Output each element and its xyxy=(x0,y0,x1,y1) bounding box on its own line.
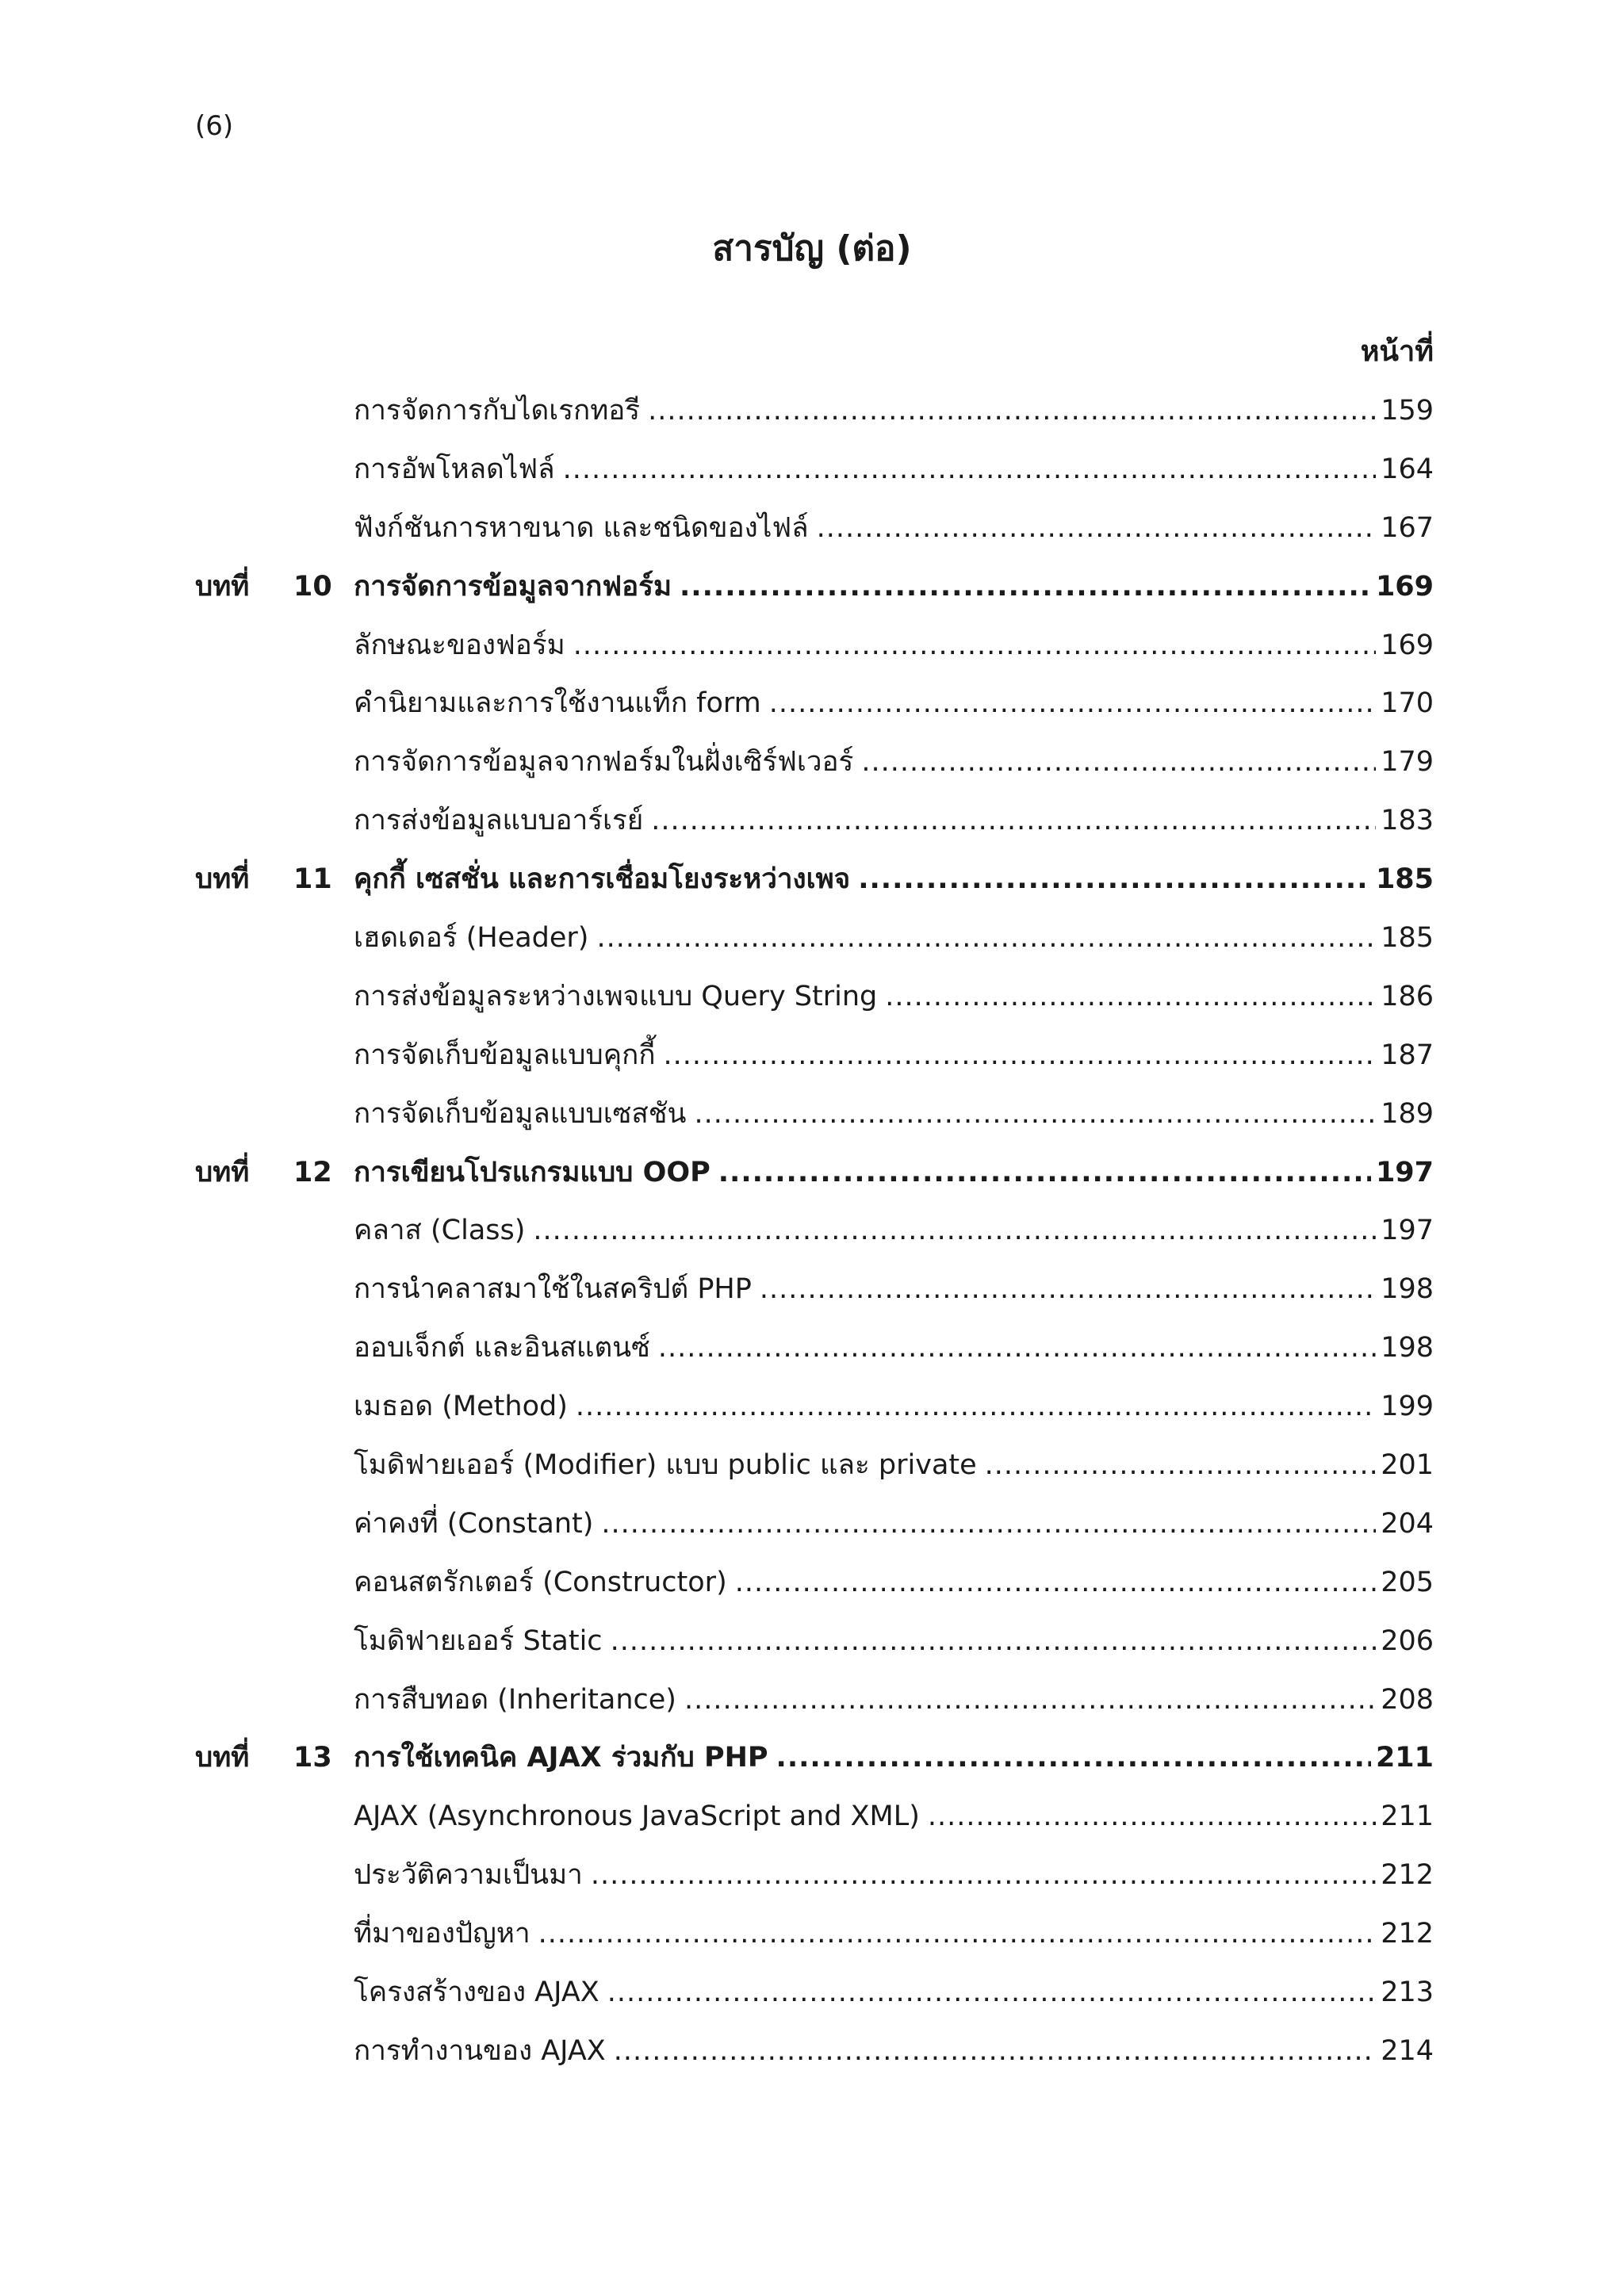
toc-section-row[interactable] xyxy=(195,1384,1434,1443)
toc-entry xyxy=(354,623,1434,668)
dot-leader xyxy=(664,1033,1377,1077)
toc-entry-page: 213 xyxy=(1381,1976,1434,2009)
toc-entry xyxy=(354,1208,1434,1253)
toc-entry-page: 187 xyxy=(1381,1039,1434,1071)
chapter-label: บทที่ xyxy=(195,1156,250,1188)
toc-entry xyxy=(354,1384,1434,1429)
toc-section-row[interactable] xyxy=(195,1443,1434,1502)
toc-entry-title: คำนิยามและการใช้งานแท็ก form xyxy=(354,687,761,720)
toc-entry-title: การจัดการข้อมูลจากฟอร์มในฝั่งเซิร์ฟเวอร์ xyxy=(354,746,854,779)
toc-entry xyxy=(354,1326,1434,1370)
toc-entry-page: 185 xyxy=(1375,863,1434,896)
toc-entry-page: 167 xyxy=(1381,511,1434,544)
toc-entry-title: ฟังก์ชันการหาขนาด และชนิดของไฟล์ xyxy=(354,511,809,544)
dot-leader xyxy=(651,798,1376,843)
toc-entry xyxy=(354,1443,1434,1487)
toc-entry xyxy=(354,1267,1434,1311)
chapter-number: 12 xyxy=(293,1156,332,1188)
toc-entry-title: คลาส (Class) xyxy=(354,1215,526,1247)
toc-entry-title: ประวัติความเป็นมา xyxy=(354,1859,583,1892)
toc-section-row[interactable] xyxy=(195,974,1434,1033)
toc-entry-page: 170 xyxy=(1381,687,1434,720)
dot-leader xyxy=(614,2029,1376,2073)
toc-entry xyxy=(354,1794,1434,1839)
toc-entry xyxy=(354,564,1434,609)
toc-entry-page: 205 xyxy=(1381,1566,1434,1598)
toc-section-row[interactable] xyxy=(195,447,1434,506)
toc-entry xyxy=(354,1033,1434,1077)
toc-entry-page: 199 xyxy=(1381,1391,1434,1423)
toc-section-row[interactable] xyxy=(195,740,1434,798)
toc-entry xyxy=(354,388,1434,433)
toc-entry-title: การนำคลาสมาใช้ในสคริปต์ PHP xyxy=(354,1273,752,1306)
chapter-label: บทที่ xyxy=(195,863,250,896)
dot-leader xyxy=(694,1092,1376,1136)
toc-chapter-row[interactable] xyxy=(195,857,1434,916)
toc-entry-title: เฮดเดอร์ (Header) xyxy=(354,922,589,955)
toc-section-row[interactable] xyxy=(195,1911,1434,1970)
chapter-number: 11 xyxy=(293,863,332,896)
toc-entry-page: 159 xyxy=(1381,395,1434,427)
toc-entry xyxy=(354,1560,1434,1605)
toc-entry xyxy=(354,1678,1434,1722)
toc-entry-page: 211 xyxy=(1375,1742,1434,1774)
dot-leader xyxy=(858,857,1371,901)
dot-leader xyxy=(718,1150,1371,1195)
toc-entry-page: 197 xyxy=(1381,1215,1434,1247)
toc-entry-title: การทำงานของ AJAX xyxy=(354,2034,606,2067)
dot-leader xyxy=(611,1619,1377,1663)
toc-entry-title: ที่มาของปัญหา xyxy=(354,1918,530,1950)
toc-entry xyxy=(354,974,1434,1019)
toc-entry-page: 211 xyxy=(1381,1800,1434,1833)
toc-entry-title: โมดิฟายเออร์ Static xyxy=(354,1624,603,1657)
toc-section-row[interactable] xyxy=(195,1502,1434,1560)
toc-entry-page: 208 xyxy=(1381,1683,1434,1716)
dot-leader xyxy=(928,1794,1376,1839)
toc-entry-title: การจัดการกับไดเรกทอรี xyxy=(354,395,641,427)
toc-entry-page: 212 xyxy=(1381,1859,1434,1892)
toc-section-row[interactable] xyxy=(195,681,1434,740)
dot-leader xyxy=(885,974,1376,1019)
toc-section-row[interactable] xyxy=(195,1619,1434,1678)
dot-leader xyxy=(573,623,1377,668)
toc-section-row[interactable] xyxy=(195,798,1434,857)
chapter-label: บทที่ xyxy=(195,1742,250,1774)
dot-leader xyxy=(563,447,1377,492)
toc-entry xyxy=(354,506,1434,550)
dot-leader xyxy=(861,740,1376,784)
toc-entry xyxy=(354,1150,1434,1195)
toc-entry-title: โครงสร้างของ AJAX xyxy=(354,1976,599,2009)
toc-section-row[interactable] xyxy=(195,623,1434,682)
toc-entry xyxy=(354,1092,1434,1136)
toc-section-row[interactable] xyxy=(195,388,1434,447)
toc-chapter-row[interactable] xyxy=(195,564,1434,623)
dot-leader xyxy=(680,564,1371,609)
toc-entry xyxy=(354,1853,1434,1897)
dot-leader xyxy=(533,1208,1376,1253)
toc-entry-page: 198 xyxy=(1381,1332,1434,1364)
toc-section-row[interactable] xyxy=(195,916,1434,974)
toc-entry-title: เมธอด (Method) xyxy=(354,1391,568,1423)
dot-leader xyxy=(760,1267,1376,1311)
dot-leader xyxy=(576,1384,1376,1429)
toc-section-row[interactable] xyxy=(195,1678,1434,1736)
toc-entry-page: 186 xyxy=(1381,980,1434,1012)
dot-leader xyxy=(607,1970,1376,2015)
toc-entry-title: การจัดเก็บข้อมูลแบบเซสชัน xyxy=(354,1097,687,1130)
toc-entry-title: การใช้เทคนิค AJAX ร่วมกับ PHP xyxy=(354,1742,768,1774)
toc-entry-title: การส่งข้อมูลระหว่างเพจแบบ Query String xyxy=(354,980,878,1012)
toc-entry-page: 169 xyxy=(1375,570,1434,603)
dot-leader xyxy=(591,1853,1376,1897)
toc-entry xyxy=(354,1619,1434,1663)
dot-leader xyxy=(648,388,1376,433)
page-title: สารบัญ (ต่อ) xyxy=(712,228,912,269)
toc-section-row[interactable] xyxy=(195,2029,1434,2087)
toc-entry-title: การเขียนโปรแกรมแบบ OOP xyxy=(354,1156,710,1188)
chapter-number: 13 xyxy=(293,1742,332,1774)
page-number: (6) xyxy=(195,110,234,142)
toc-section-row[interactable] xyxy=(195,506,1434,564)
toc-entry-page: 198 xyxy=(1381,1273,1434,1306)
toc-entry-page: 185 xyxy=(1381,922,1434,955)
toc-entry xyxy=(354,798,1434,843)
dot-leader xyxy=(817,506,1377,550)
toc-entry-page: 214 xyxy=(1381,2034,1434,2067)
toc-section-row[interactable] xyxy=(195,1560,1434,1619)
toc-entry-page: 179 xyxy=(1381,746,1434,779)
toc-entry-title: โมดิฟายเออร์ (Modifier) แบบ public และ private xyxy=(354,1449,977,1482)
toc-section-row[interactable] xyxy=(195,1794,1434,1853)
toc-entry-page: 212 xyxy=(1381,1918,1434,1950)
toc-entry xyxy=(354,681,1434,725)
toc-section-row[interactable] xyxy=(195,1970,1434,2029)
toc-chapter-row[interactable] xyxy=(195,1735,1434,1794)
dot-leader xyxy=(735,1560,1376,1605)
table-of-contents xyxy=(195,388,1434,2087)
dot-leader xyxy=(776,1735,1371,1780)
chapter-label: บทที่ xyxy=(195,570,250,603)
toc-entry-page: 206 xyxy=(1381,1624,1434,1657)
toc-entry-title: AJAX (Asynchronous JavaScript and XML) xyxy=(354,1800,920,1833)
toc-entry-page: 169 xyxy=(1381,629,1434,661)
dot-leader xyxy=(684,1678,1376,1722)
toc-entry-title: คุกกี้ เซสชั่น และการเชื่อมโยงระหว่างเพจ xyxy=(354,863,851,896)
toc-entry xyxy=(354,1502,1434,1546)
toc-entry-page: 201 xyxy=(1381,1449,1434,1482)
toc-entry-page: 204 xyxy=(1381,1507,1434,1540)
toc-entry-title: ลักษณะของฟอร์ม xyxy=(354,629,565,661)
toc-section-row[interactable] xyxy=(195,1326,1434,1384)
toc-entry-page: 197 xyxy=(1375,1156,1434,1188)
toc-entry-title: การจัดการข้อมูลจากฟอร์ม xyxy=(354,570,672,603)
toc-entry-title: ออบเจ็กต์ และอินสแตนซ์ xyxy=(354,1332,650,1364)
dot-leader xyxy=(601,1502,1376,1546)
dot-leader xyxy=(658,1326,1376,1370)
toc-entry xyxy=(354,447,1434,492)
toc-section-row[interactable] xyxy=(195,1033,1434,1092)
dot-leader xyxy=(596,916,1376,960)
toc-entry-title: การจัดเก็บข้อมูลแบบคุกกี้ xyxy=(354,1039,656,1071)
toc-section-row[interactable] xyxy=(195,1208,1434,1267)
toc-chapter-row[interactable] xyxy=(195,1150,1434,1209)
page-column-label: หน้าที่ xyxy=(1360,335,1434,368)
toc-entry xyxy=(354,1911,1434,1956)
toc-entry-title: การสืบทอด (Inheritance) xyxy=(354,1683,676,1716)
toc-entry-title: การอัพโหลดไฟล์ xyxy=(354,453,555,485)
dot-leader xyxy=(538,1911,1377,1956)
chapter-number: 10 xyxy=(293,570,332,603)
toc-entry-page: 164 xyxy=(1381,453,1434,485)
dot-leader xyxy=(769,681,1376,725)
toc-entry xyxy=(354,1970,1434,2015)
toc-section-row[interactable] xyxy=(195,1267,1434,1326)
toc-entry-page: 183 xyxy=(1381,805,1434,837)
toc-entry-title: การส่งข้อมูลแบบอาร์เรย์ xyxy=(354,805,644,837)
toc-entry xyxy=(354,1735,1434,1780)
dot-leader xyxy=(985,1443,1377,1487)
toc-entry xyxy=(354,857,1434,901)
toc-entry-page: 189 xyxy=(1381,1097,1434,1130)
toc-entry-title: ค่าคงที่ (Constant) xyxy=(354,1507,594,1540)
toc-entry xyxy=(354,2029,1434,2073)
toc-section-row[interactable] xyxy=(195,1092,1434,1150)
toc-entry xyxy=(354,916,1434,960)
toc-entry-title: คอนสตรักเตอร์ (Constructor) xyxy=(354,1566,727,1598)
toc-entry xyxy=(354,740,1434,784)
toc-section-row[interactable] xyxy=(195,1853,1434,1911)
